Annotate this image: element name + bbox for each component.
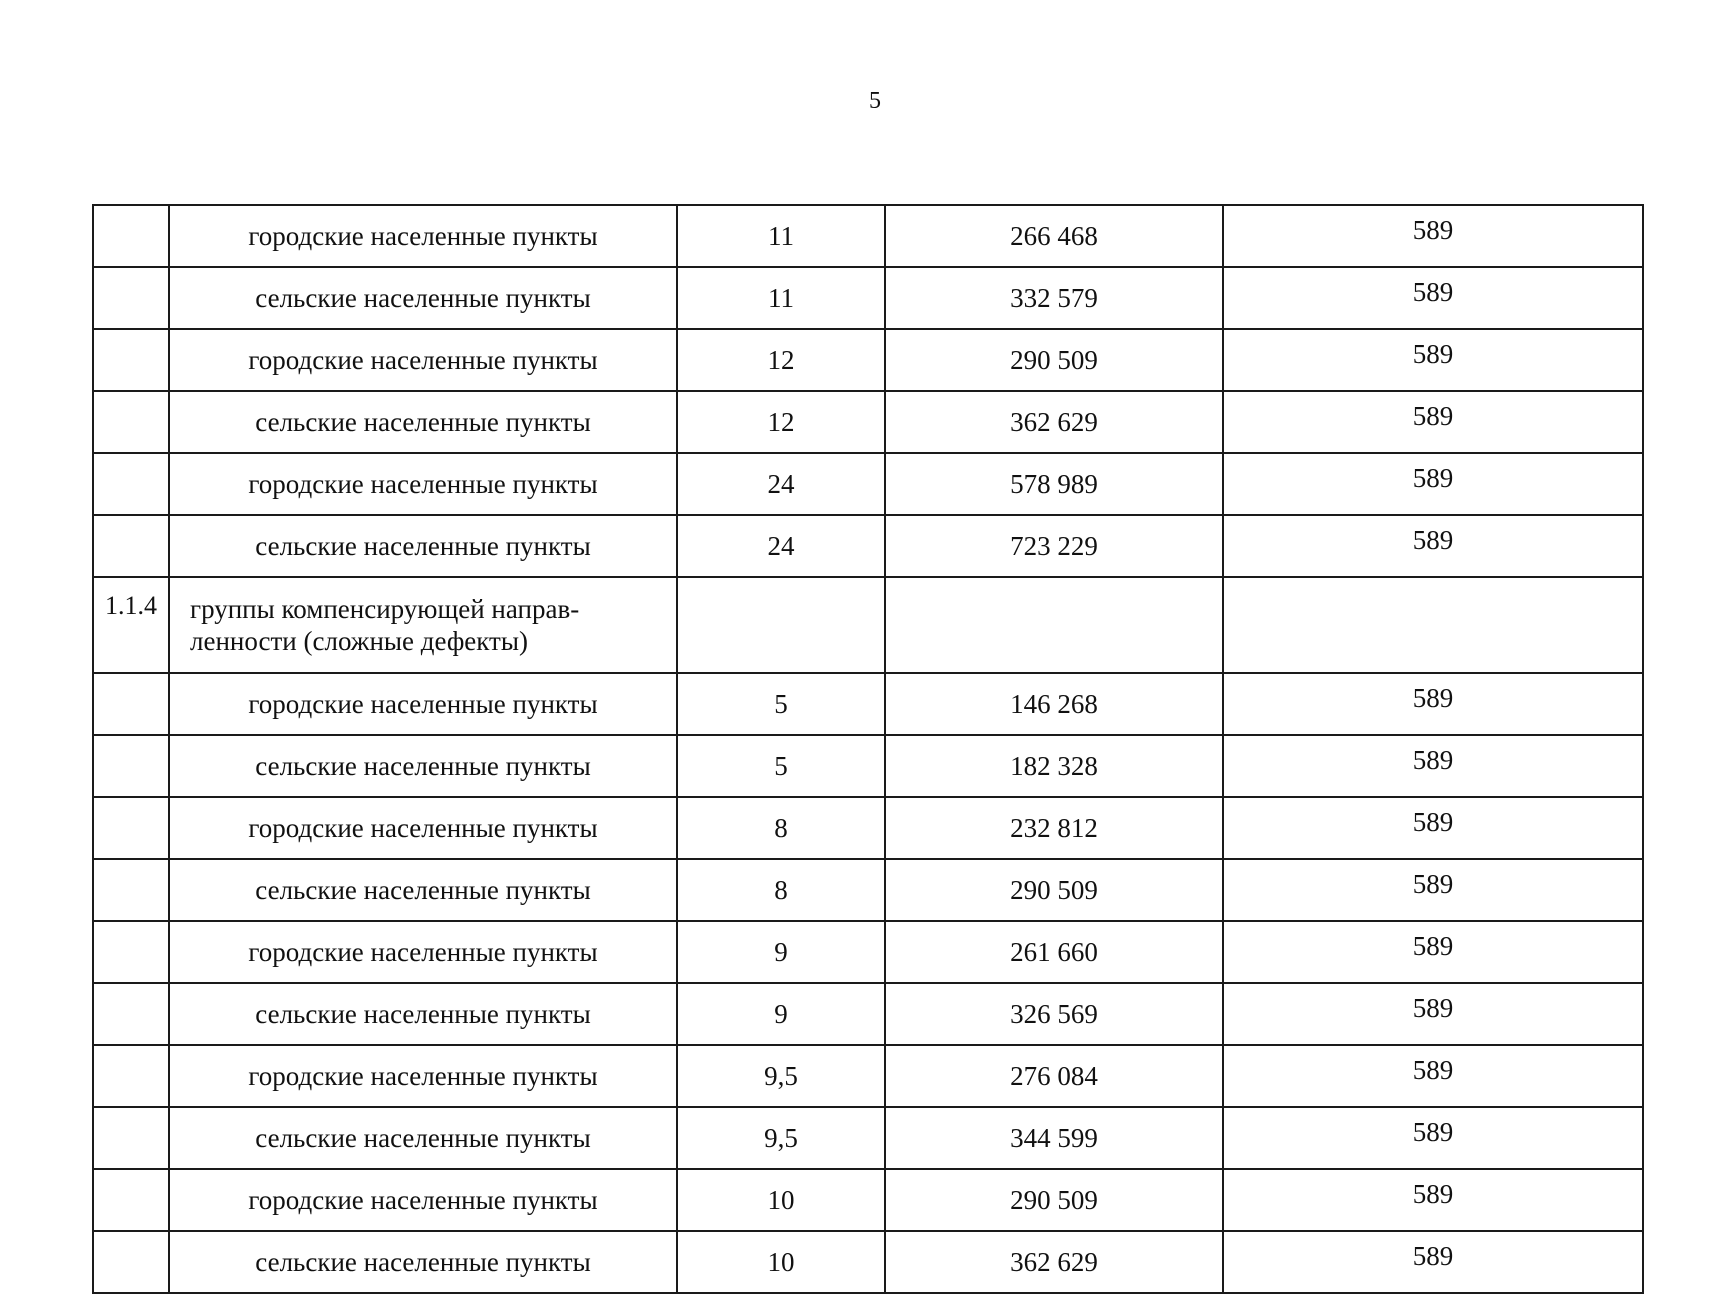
cell-rate: 589 — [1223, 453, 1643, 515]
cell-rate: 589 — [1223, 267, 1643, 329]
cell-rate: 589 — [1223, 859, 1643, 921]
cell-code: 1.1.4 — [93, 577, 169, 673]
table-row — [93, 453, 1643, 515]
cell-rate: 589 — [1223, 797, 1643, 859]
cell-rate: 589 — [1223, 921, 1643, 983]
cell-hours: 5 — [677, 673, 885, 735]
cell-hours: 12 — [677, 391, 885, 453]
cell-code — [93, 329, 169, 391]
cell-rate: 589 — [1223, 329, 1643, 391]
cell-code — [93, 515, 169, 577]
cell-name: сельские населенные пункты — [169, 1107, 677, 1169]
cell-cost: 332 579 — [885, 267, 1223, 329]
page-number: 5 — [869, 88, 881, 114]
cell-name: сельские населенные пункты — [169, 735, 677, 797]
table-body — [93, 205, 1643, 1293]
cell-rate — [1223, 577, 1643, 673]
cell-hours: 24 — [677, 453, 885, 515]
cell-cost — [885, 577, 1223, 673]
cell-code — [93, 453, 169, 515]
cell-name: сельские населенные пункты — [169, 1231, 677, 1293]
table-row — [93, 797, 1643, 859]
cell-cost: 276 084 — [885, 1045, 1223, 1107]
cell-name: городские населенные пункты — [169, 205, 677, 267]
cell-cost: 723 229 — [885, 515, 1223, 577]
cell-hours: 11 — [677, 205, 885, 267]
cell-hours: 5 — [677, 735, 885, 797]
cell-hours: 9,5 — [677, 1107, 885, 1169]
cell-cost: 344 599 — [885, 1107, 1223, 1169]
table-row — [93, 329, 1643, 391]
cell-hours: 8 — [677, 859, 885, 921]
cell-rate: 589 — [1223, 391, 1643, 453]
cell-cost: 266 468 — [885, 205, 1223, 267]
cell-cost: 182 328 — [885, 735, 1223, 797]
cell-code — [93, 391, 169, 453]
cell-code — [93, 267, 169, 329]
table-row — [93, 1107, 1643, 1169]
cell-code — [93, 797, 169, 859]
cell-cost: 362 629 — [885, 1231, 1223, 1293]
cell-name-line: ленности (сложные дефекты) — [190, 626, 528, 656]
cell-cost: 290 509 — [885, 329, 1223, 391]
cell-name: городские населенные пункты — [169, 797, 677, 859]
cell-code — [93, 983, 169, 1045]
cell-code — [93, 1045, 169, 1107]
cell-code — [93, 673, 169, 735]
cell-name: городские населенные пункты — [169, 329, 677, 391]
cell-rate: 589 — [1223, 735, 1643, 797]
cell-code — [93, 921, 169, 983]
cell-name: сельские населенные пункты — [169, 267, 677, 329]
table-row — [93, 735, 1643, 797]
cell-code — [93, 1107, 169, 1169]
cell-cost: 290 509 — [885, 1169, 1223, 1231]
cell-name: сельские населенные пункты — [169, 859, 677, 921]
cell-hours: 9 — [677, 921, 885, 983]
cell-hours: 9 — [677, 983, 885, 1045]
cell-hours: 11 — [677, 267, 885, 329]
cell-name-line: группы компенсирующей направ- — [190, 593, 580, 624]
cell-rate: 589 — [1223, 1045, 1643, 1107]
table-row — [93, 1231, 1643, 1293]
cell-rate: 589 — [1223, 205, 1643, 267]
cell-hours: 9,5 — [677, 1045, 885, 1107]
cell-cost: 578 989 — [885, 453, 1223, 515]
cell-hours — [677, 577, 885, 673]
cell-name: городские населенные пункты — [169, 1169, 677, 1231]
cell-code — [93, 1231, 169, 1293]
cell-rate: 589 — [1223, 515, 1643, 577]
cell-cost: 146 268 — [885, 673, 1223, 735]
table-row — [93, 859, 1643, 921]
cell-rate: 589 — [1223, 1231, 1643, 1293]
cell-name — [169, 577, 677, 673]
cell-name: сельские населенные пункты — [169, 391, 677, 453]
cell-hours: 10 — [677, 1231, 885, 1293]
table-row — [93, 205, 1643, 267]
table-row — [93, 1045, 1643, 1107]
table-row — [93, 921, 1643, 983]
table-row — [93, 267, 1643, 329]
cell-rate: 589 — [1223, 673, 1643, 735]
cell-hours: 24 — [677, 515, 885, 577]
table-row — [93, 983, 1643, 1045]
cell-name: сельские населенные пункты — [169, 515, 677, 577]
cell-cost: 362 629 — [885, 391, 1223, 453]
cell-name: городские населенные пункты — [169, 453, 677, 515]
cell-rate: 589 — [1223, 983, 1643, 1045]
cell-rate: 589 — [1223, 1169, 1643, 1231]
cell-code — [93, 205, 169, 267]
cell-cost: 326 569 — [885, 983, 1223, 1045]
cell-code — [93, 735, 169, 797]
cell-hours: 8 — [677, 797, 885, 859]
table-row — [93, 515, 1643, 577]
cell-name: городские населенные пункты — [169, 1045, 677, 1107]
cell-code — [93, 1169, 169, 1231]
table-row — [93, 1169, 1643, 1231]
cell-code — [93, 859, 169, 921]
cell-hours: 10 — [677, 1169, 885, 1231]
cell-name: городские населенные пункты — [169, 673, 677, 735]
cell-cost: 232 812 — [885, 797, 1223, 859]
cell-name: городские населенные пункты — [169, 921, 677, 983]
cell-rate: 589 — [1223, 1107, 1643, 1169]
cell-cost: 290 509 — [885, 859, 1223, 921]
cell-hours: 12 — [677, 329, 885, 391]
tariff-table — [92, 204, 1644, 1294]
cell-cost: 261 660 — [885, 921, 1223, 983]
table-row — [93, 391, 1643, 453]
table-row — [93, 673, 1643, 735]
section-row — [93, 577, 1643, 673]
cell-name: сельские населенные пункты — [169, 983, 677, 1045]
